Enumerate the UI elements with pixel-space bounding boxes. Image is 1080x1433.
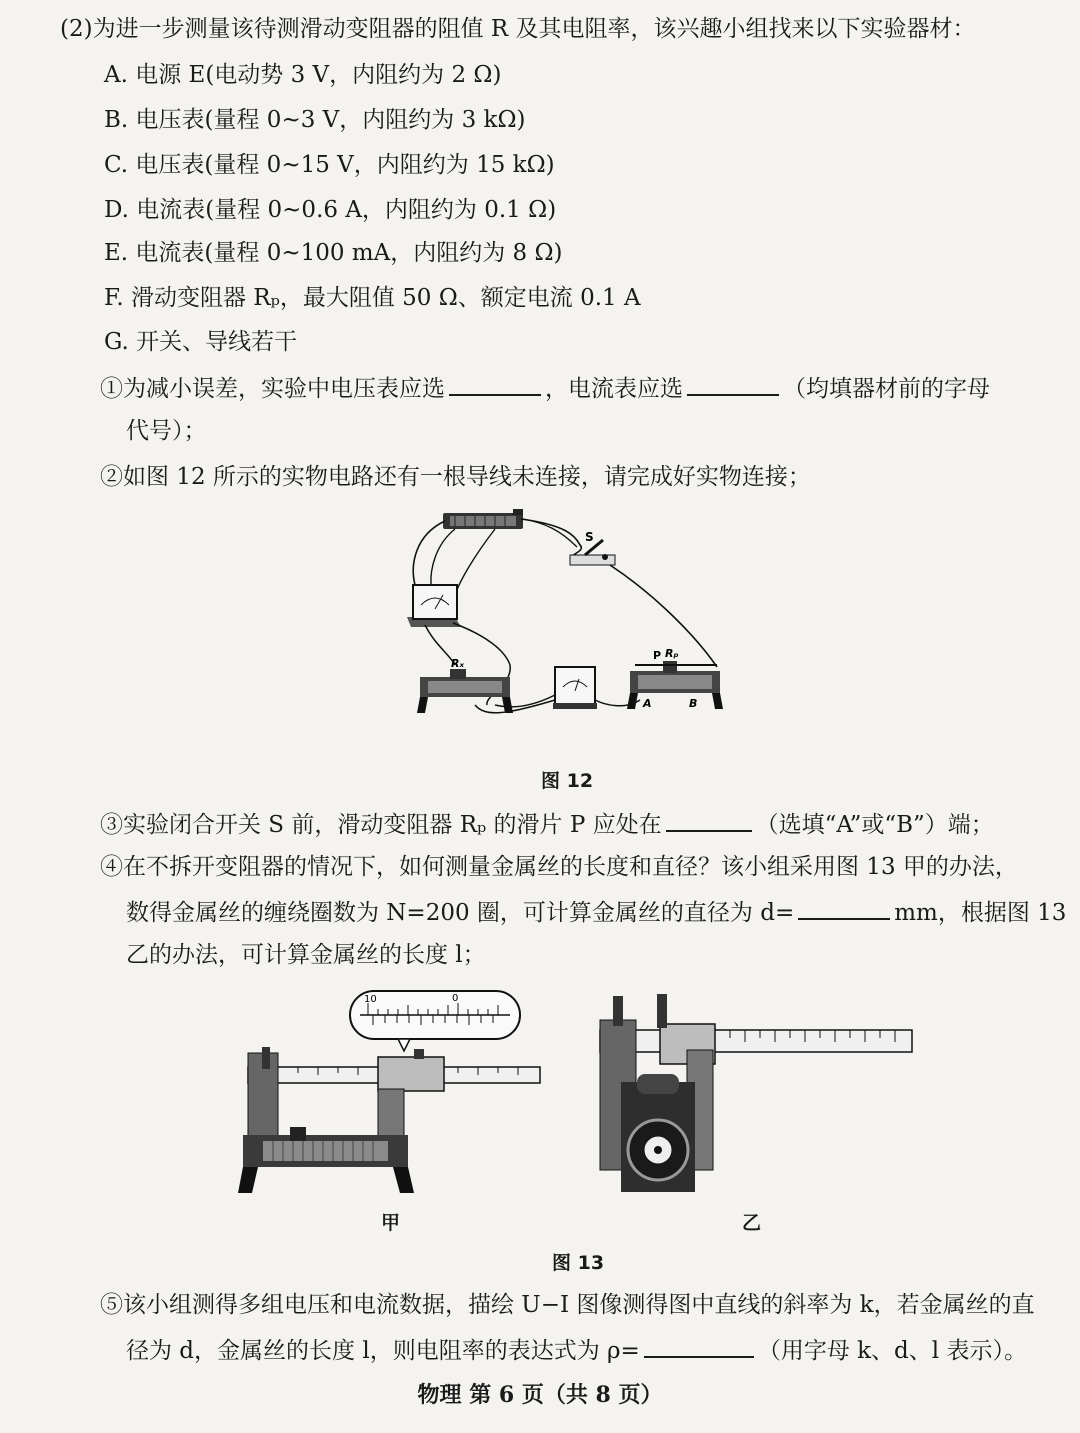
q4-line-2 (126, 896, 1066, 928)
q4-text-2b: mm，根据图 13 (894, 900, 1067, 926)
ammeter-icon (553, 667, 597, 709)
option-a: A. 电源 E(电动势 3 V，内阻约为 2 Ω) (104, 62, 502, 88)
option-c: C. 电压表(量程 0~15 V，内阻约为 15 kΩ) (104, 152, 555, 178)
q1-text-1: ①为减小误差，实验中电压表应选 (100, 376, 445, 402)
label-s: S (585, 530, 594, 544)
q4-line-1: ④在不拆开变阻器的情况下，如何测量金属丝的长度和直径？该小组采用图 13 甲的办法， (100, 854, 1018, 880)
q5-text-2b: （用字母 k、d、l 表示）。 (757, 1338, 1027, 1364)
voltmeter-icon (407, 585, 461, 627)
scale-label-10: 10 (364, 994, 377, 1005)
q4-line-3: 乙的办法，可计算金属丝的长度 l； (126, 942, 486, 968)
rheostat-icon (238, 1127, 414, 1193)
q2-line: ②如图 12 所示的实物电路还有一根导线未连接，请完成好实物连接； (100, 464, 811, 490)
label-yi: 乙 (742, 1212, 762, 1234)
diameter-blank[interactable] (798, 896, 890, 920)
figure-13-caption: 图 13 (552, 1252, 605, 1274)
voltmeter-blank[interactable] (449, 372, 541, 396)
q5-line-1: ⑤该小组测得多组电压和电流数据，描绘 U−I 图像测得图中直线的斜率为 k，若金属丝的直 (100, 1292, 1035, 1318)
q1-line (100, 372, 990, 404)
q3-text-2: （选填“A”或“B”）端； (755, 812, 994, 838)
label-jia: 甲 (381, 1212, 401, 1234)
q1-text-2: ，电流表应选 (545, 376, 683, 402)
q3-text-1: ③实验闭合开关 S 前，滑动变阻器 Rₚ 的滑片 P 应处在 (100, 812, 662, 838)
figure-12-caption: 图 12 (541, 770, 594, 792)
label-a: A (643, 697, 652, 710)
figure-13-yi-caliper (595, 990, 915, 1200)
scale-label-0: 0 (452, 993, 459, 1004)
ammeter-blank[interactable] (687, 372, 779, 396)
q5-text-2a: 径为 d，金属丝的长度 l，则电阻率的表达式为 ρ= (126, 1338, 640, 1364)
option-g: G. 开关、导线若干 (104, 329, 298, 355)
figure-13-jia-caliper (238, 985, 548, 1200)
q4-text-2a: 数得金属丝的缠绕圈数为 N=200 圈，可计算金属丝的直径为 d= (126, 900, 795, 926)
figure-12-circuit (395, 505, 735, 720)
slider-end-blank[interactable] (666, 808, 752, 832)
label-rp: Rₚ (665, 647, 679, 660)
question-intro: (2)为进一步测量该待测滑动变阻器的阻值 R 及其电阻率，该兴趣小组找来以下实验器材： (60, 16, 976, 42)
resistivity-blank[interactable] (644, 1334, 754, 1358)
option-e: E. 电流表(量程 0~100 mA，内阻约为 8 Ω) (104, 240, 563, 266)
option-b: B. 电压表(量程 0~3 V，内阻约为 3 kΩ) (104, 107, 526, 133)
q1-line-2: 代号）； (126, 418, 207, 444)
label-b: B (689, 697, 698, 710)
option-f: F. 滑动变阻器 Rₚ，最大阻值 50 Ω、额定电流 0.1 A (104, 285, 641, 311)
q5-line-2 (126, 1334, 1027, 1366)
q1-text-3: （均填器材前的字母 (783, 376, 990, 402)
page-footer: 物理 第 6 页（共 8 页） (417, 1382, 663, 1408)
option-d: D. 电流表(量程 0~0.6 A，内阻约为 0.1 Ω) (104, 197, 557, 223)
label-rx: Rₓ (451, 657, 465, 670)
rheostat-end-icon (621, 1074, 695, 1192)
label-p: P (653, 649, 662, 662)
q3-line (100, 808, 994, 840)
battery-icon (443, 509, 523, 529)
rheostat-rp-icon (627, 661, 723, 709)
